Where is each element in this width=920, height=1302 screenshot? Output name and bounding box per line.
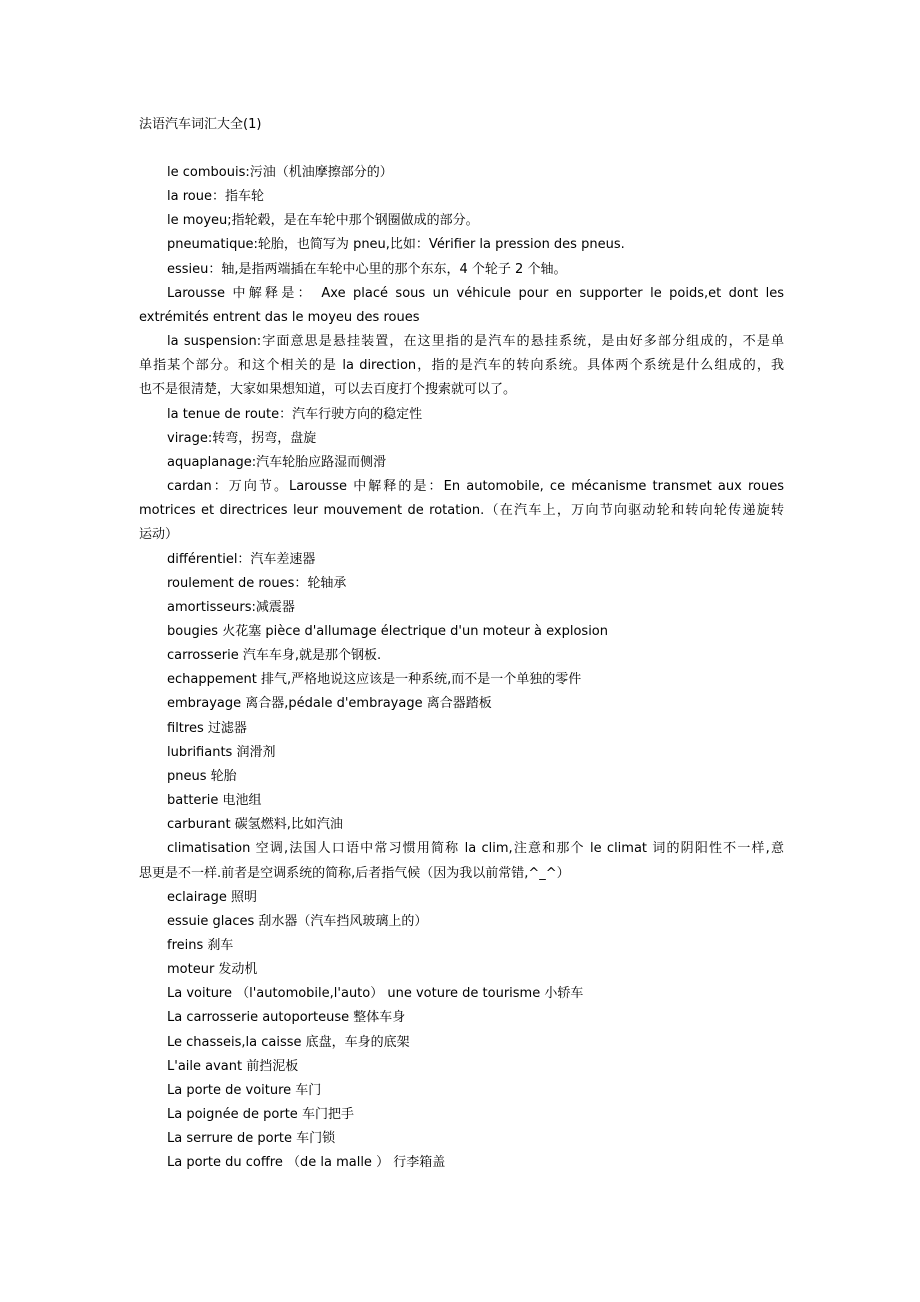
vocabulary-entry <box>139 741 784 765</box>
entry-line: moteur 发动机 <box>167 962 258 978</box>
vocabulary-entry <box>139 427 784 451</box>
vocabulary-entry <box>139 982 784 1006</box>
entry-line: bougies 火花塞 pièce d'allumage électrique d'un moteur à explosion <box>167 623 609 639</box>
entry-line: amortisseurs:减震器 <box>167 599 295 615</box>
vocabulary-entry <box>139 692 784 716</box>
entry-line: batterie 电池组 <box>167 793 262 809</box>
vocabulary-entry <box>139 1006 784 1030</box>
entry-line: cardan：万向节。Larousse 中解释的是：En automobile, ce mécanisme transmet aux roues <box>167 479 784 495</box>
entry-line: extrémités entrent das le moyeu des roues <box>139 309 420 325</box>
vocabulary-entry <box>139 813 784 837</box>
vocabulary-entry <box>139 1079 784 1103</box>
entry-line: lubrifiants 润滑剂 <box>167 744 276 760</box>
vocabulary-entry <box>139 717 784 741</box>
entry-line: climatisation 空调,法国人口语中常习惯用简称 la clim,注意和那个 le climat 词的阴阳性不一样,意 <box>167 841 784 857</box>
entry-line: pneumatique:轮胎，也简写为 pneu,比如：Vérifier la pression des pneus. <box>167 237 625 253</box>
vocabulary-entry <box>139 837 784 885</box>
vocabulary-entry <box>139 1031 784 1055</box>
entry-line: carburant 碳氢燃料,比如汽油 <box>167 817 343 833</box>
entry-line: L'aile avant 前挡泥板 <box>167 1058 299 1074</box>
entry-line: La serrure de porte 车门锁 <box>167 1131 336 1147</box>
entry-line: embrayage 离合器,pédale d'embrayage 离合器踏板 <box>167 696 492 712</box>
entry-line: 运动） <box>139 527 179 543</box>
vocabulary-entry <box>139 572 784 596</box>
vocabulary-entry <box>139 475 784 547</box>
entry-line: carrosserie 汽车车身,就是那个钢板. <box>167 648 382 664</box>
vocabulary-entry <box>139 403 784 427</box>
vocabulary-entry <box>139 282 784 330</box>
entry-line: 思更是不一样.前者是空调系统的简称,后者指气候（因为我以前常错,^_^） <box>139 865 570 881</box>
vocabulary-entry <box>139 958 784 982</box>
entry-line: différentiel：汽车差速器 <box>167 551 316 567</box>
vocabulary-entry <box>139 451 784 475</box>
vocabulary-entry <box>139 185 784 209</box>
vocabulary-entry <box>139 886 784 910</box>
entry-line: essieu：轴,是指两端插在车轮中心里的那个东东，4 个轮子 2 个轴。 <box>167 261 567 277</box>
vocabulary-entry <box>139 620 784 644</box>
entry-line: eclairage 照明 <box>167 889 258 905</box>
paragraph-list <box>139 161 784 1176</box>
vocabulary-entry <box>139 789 784 813</box>
vocabulary-entry <box>139 233 784 257</box>
entry-line: motrices et directrices leur mouvement de rotation.（在汽车上，万向节向驱动轮和转向轮传递旋转 <box>139 503 784 519</box>
entry-line: filtres 过滤器 <box>167 720 247 736</box>
vocabulary-entry <box>139 330 784 402</box>
entry-line: le combouis:污油（机油摩擦部分的） <box>167 165 393 180</box>
entry-line: La porte de voiture 车门 <box>167 1082 322 1098</box>
vocabulary-entry <box>139 668 784 692</box>
document-body <box>139 113 784 1176</box>
entry-line: La poignée de porte 车门把手 <box>167 1107 354 1123</box>
entry-line: pneus 轮胎 <box>167 768 237 784</box>
entry-line: Le chasseis,la caisse 底盘，车身的底架 <box>167 1034 410 1050</box>
entry-line: roulement de roues：轮轴承 <box>167 575 347 591</box>
vocabulary-entry <box>139 1127 784 1151</box>
entry-line: echappement 排气,严格地说这应该是一种系统,而不是一个单独的零件 <box>167 672 582 688</box>
vocabulary-entry <box>139 1103 784 1127</box>
vocabulary-entry <box>139 596 784 620</box>
vocabulary-entry <box>139 548 784 572</box>
entry-line: La porte du coffre （de la malle ） 行李箱盖 <box>167 1155 446 1171</box>
vocabulary-entry <box>139 209 784 233</box>
vocabulary-entry <box>139 1055 784 1079</box>
entry-line: la roue：指车轮 <box>167 189 264 205</box>
vocabulary-entry <box>139 765 784 789</box>
vocabulary-entry <box>139 161 784 185</box>
vocabulary-entry <box>139 1151 784 1175</box>
vocabulary-entry <box>139 258 784 282</box>
entry-line: Larousse 中解释是： Axe placé sous un véhicule pour en supporter le poids,et dont les <box>167 285 784 301</box>
vocabulary-entry <box>139 934 784 958</box>
entry-line: 单指某个部分。和这个相关的是 la direction，指的是汽车的转向系统。具体两个系统是什么组成的，我 <box>139 358 784 374</box>
entry-line: La carrosserie autoporteuse 整体车身 <box>167 1010 406 1026</box>
entry-line: la suspension:字面意思是悬挂装置，在这里指的是汽车的悬挂系统，是由好多部分组成的，不是单 <box>167 334 784 350</box>
entry-line: virage:转弯，拐弯，盘旋 <box>167 430 317 446</box>
entry-line: 也不是很清楚，大家如果想知道，可以去百度打个搜索就可以了。 <box>139 382 517 398</box>
entry-line: La voiture （l'automobile,l'auto） une voture de tourisme 小轿车 <box>167 986 584 1002</box>
vocabulary-entry <box>139 644 784 668</box>
entry-line: freins 刹车 <box>167 938 234 953</box>
entry-line: aquaplanage:汽车轮胎应路湿而侧滑 <box>167 454 387 470</box>
entry-line: essuie glaces 刮水器（汽车挡风玻璃上的） <box>167 913 428 929</box>
document-title: 法语汽车词汇大全(1) <box>139 117 262 132</box>
entry-line: le moyeu;指轮毂，是在车轮中那个钢圈做成的部分。 <box>167 213 479 229</box>
entry-line: la tenue de route：汽车行驶方向的稳定性 <box>167 406 423 422</box>
vocabulary-entry <box>139 910 784 934</box>
